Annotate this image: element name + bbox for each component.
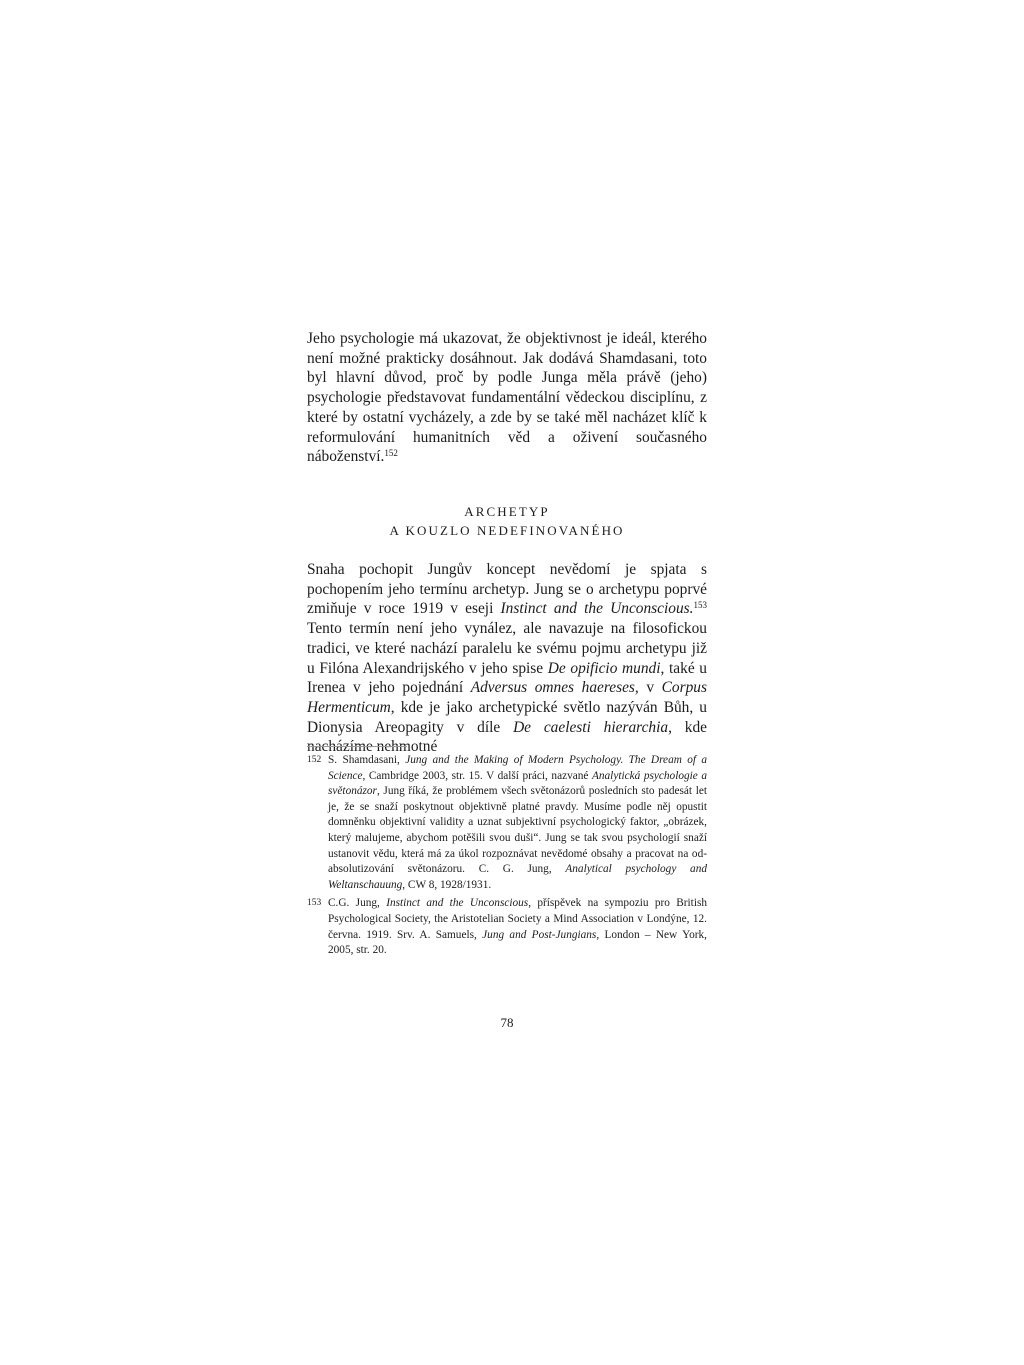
footnote-text: S. Shamdasani, <box>328 754 406 766</box>
work-title: Instinct and the Unconscious <box>386 897 529 910</box>
footnotes <box>307 753 707 959</box>
work-title: Corpus Hermenticum <box>307 679 707 716</box>
section-heading-line-1: ARCHETYP <box>464 504 550 519</box>
work-title: Analytická psychologie a světonázor <box>328 769 707 798</box>
paragraph-text: , také u Irenea v jeho pojednání <box>307 659 708 697</box>
footnote-ref-152: 152 <box>384 448 398 459</box>
footnote-152 <box>307 753 707 893</box>
footnote-153 <box>307 896 707 958</box>
paragraph-text: , kde nacházíme nehmotné <box>307 718 707 756</box>
footnote-text: , CW 8, 1928/1931. <box>402 878 492 891</box>
work-title: Jung and Post-Jungians <box>482 928 597 941</box>
work-title: Instinct and the Unconscious. <box>500 600 694 618</box>
footnote-number: 152 <box>307 755 322 765</box>
footnote-divider <box>307 746 407 747</box>
footnote-text: , příspěvek na sympoziu pro British Psychological Society, the Aristotelian Society a Mind Association v Londýne, 12. června. 1919. Srv. A. Samuels, <box>328 897 708 941</box>
work-title: Analytical psychology and Weltanschauung <box>328 863 707 891</box>
paragraph-text: , v <box>634 679 662 697</box>
footnote-text: , London – New York, 2005, str. 20. <box>328 928 708 957</box>
page-number: 78 <box>500 1015 514 1030</box>
paragraph-text: Tento termín není jeho vynález, ale navazuje na filosofickou tradici, ve které nachází paralelu ke svému pojmu archetypu již u Filóna Alexandrijského v jeho spise <box>307 620 707 677</box>
section-heading-line-2: A KOUZLO NEDEFINOVANÉHO <box>389 523 625 538</box>
footnote-text: C.G. Jung, <box>328 897 387 910</box>
work-title: De caelesti hierarchia <box>513 718 669 736</box>
paragraph-archetype <box>307 560 707 757</box>
footnote-text: , Cambridge 2003, str. 15. V další práci, nazvané <box>362 769 592 782</box>
paragraph-intro <box>307 329 707 467</box>
paragraph-intro-text: Jeho psychologie má ukazovat, že objektivnost je ideál, kterého není možné prakticky dosáhnout. Jak dodává Shamdasani, toto byl hlavní důvod, proč by podle Junga měla právě (jeho) psychologie představovat fundamentální vědeckou disciplínu, z které by ostatní vycházely, a zde by se také měl nacházet klíč k reformulování humanitních věd a oživení současného náboženství. <box>307 330 707 466</box>
footnote-number: 153 <box>307 898 322 909</box>
section-heading <box>307 502 707 540</box>
footnote-ref-153: 153 <box>693 600 707 611</box>
paragraph-text: , kde je jako archetypické světlo nazýván Bůh, u Dionysia Areopagity v díle <box>307 698 707 736</box>
work-title: Jung and the Making of Modern Psychology. The Dream of a Science <box>328 754 707 782</box>
paragraph-text: Snaha pochopit Jungův koncept nevědomí je spjata s pochopením jeho termínu archetyp. Jung se o archetypu poprvé zmiňuje v roce 1919 v eseji <box>307 561 707 618</box>
work-title: Adversus omnes haereses <box>470 679 635 697</box>
footnote-text: , Jung říká, že problémem všech světonázorů posledních sto padesát let je, že se snaží poskytnout objektivně platné pravdy. Musíme podle něj opustit domněnku objektivní validity a uznat subjektivní psychologický faktor, „obrázek, který malujeme, abychom potěšili svou duši“. Jung se tak svou psychologií snaží ustanovit vědu, která má za úkol rozpoznávat nevědomé obsahy a pracovat na od-absolutizování světonázoru. C. G. Jung, <box>328 785 707 876</box>
work-title: De opificio mundi <box>547 659 661 677</box>
